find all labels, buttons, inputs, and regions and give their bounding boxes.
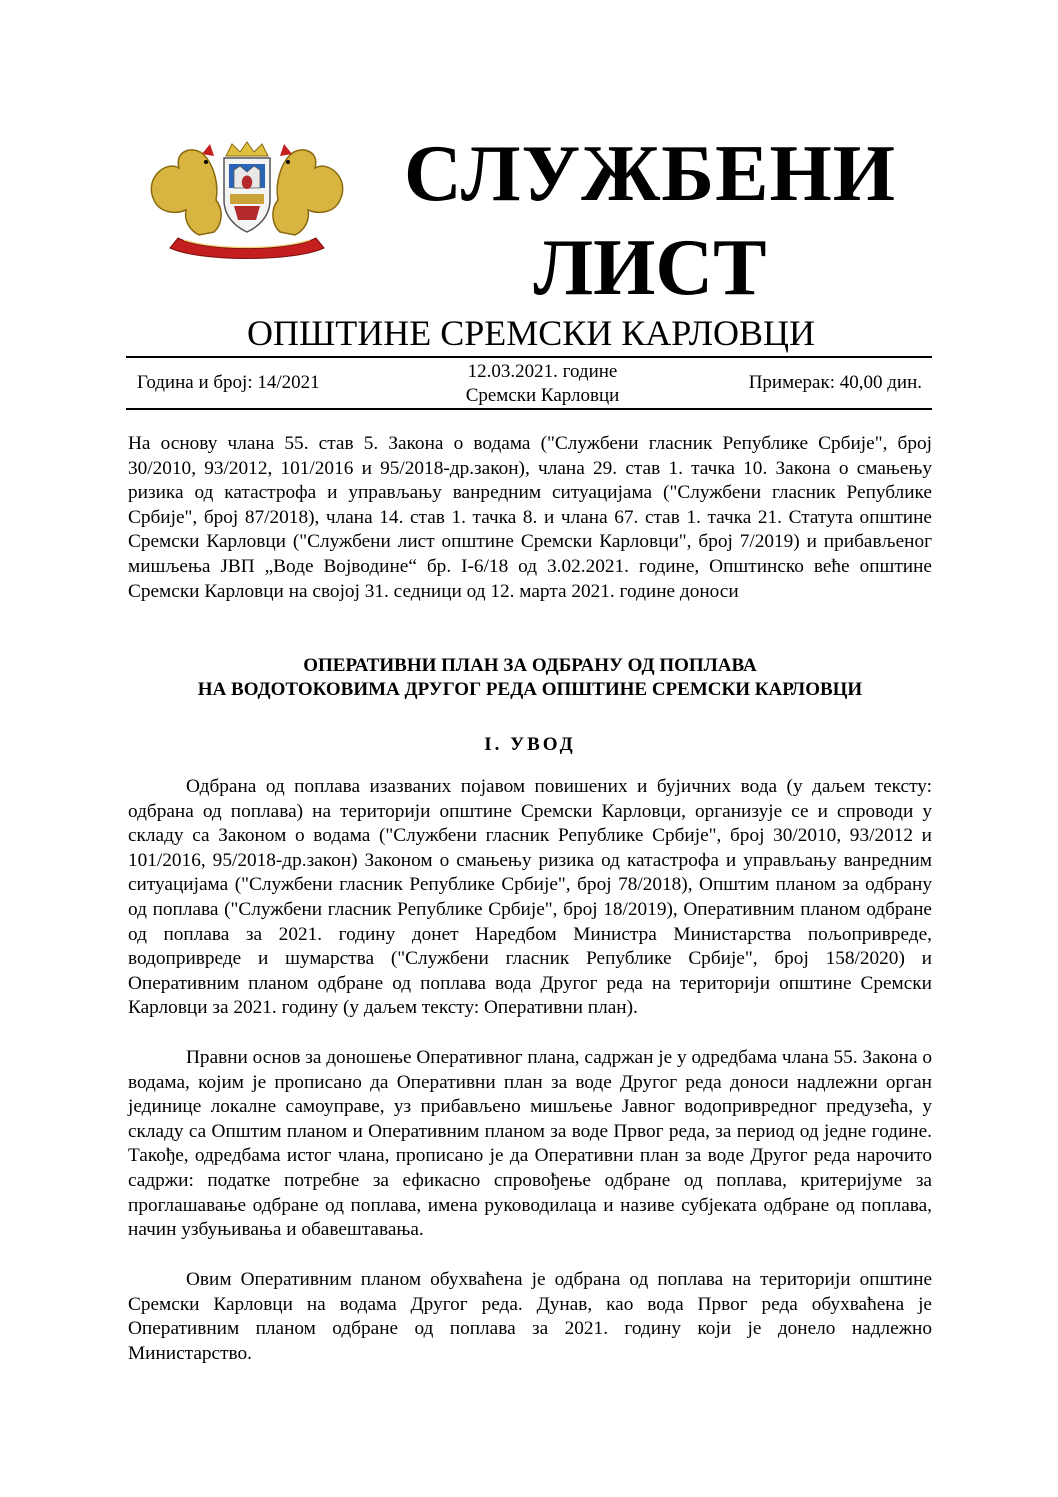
gazette-title-line1: СЛУЖБЕНИ <box>404 130 896 218</box>
header-bottom-divider <box>126 408 932 410</box>
document-heading-line2: НА ВОДОТОКОВИМА ДРУГОГ РЕДА ОПШТИНЕ СРЕМСКИ КАРЛОВЦИ <box>197 679 863 700</box>
section-title: I. УВОД <box>484 734 576 755</box>
preamble-paragraph: На основу члана 55. став 5. Закона о водама ("Службени гласник Републике Србије", број 30/2010, 93/2012, 101/2016 и 95/2018-др.закон), члана 29. став 1. тачка 10. Закона о смањењу ризика од катастрофа и управљању ванредним ситуацијама ("Службени гласник Републике Србије", број 87/2018), члана 14. став 1. тачка 8. и члана 67. став 1. тачка 21. Статута општине Сремски Карловци ("Службени лист општине Сремски Карловци", број 7/2019) и прибављеног мишљења ЈВП „Воде Војводине“ бр. I-6/18 од 3.02.2021. године, Општинско веће општине Сремски Карловци на својој 31. седници од 12. марта 2021. године доноси <box>128 433 932 602</box>
body-paragraph-3: Овим Оперативним планом обухваћена је одбрана од поплава на територији општине Сремски Карловци на водама Другог реда. Дунав, као вода Првог реда обухваћена је Оперативним планом одбране од поплава за 2021. годину који је донело надлежно Министарство. <box>128 1269 932 1364</box>
body-paragraph-2: Правни основ за доношење Оперативног плана, садржан је у одредбама члана 55. Закона о водама, којим је прописано да Оперативни план за воде Другог реда доноси надлежни орган јединице локалне самоуправе, уз прибављено мишљење Јавног водопривредног предузећа, у складу са Општим планом и Оперативним планом за воде Првог реда, за период од једне године. Такође, одредбама истог члана, прописано је да Оперативни план за воде Другог реда нарочито садржи: податке потребне за ефикасно спровођење одбране од поплава, критеријуме за проглашавање одбране од поплава, имена руководилаца и називе субјеката одбране од поплава, начин узбуњивања и обавештавања. <box>128 1047 932 1241</box>
document-heading-line1: ОПЕРАТИВНИ ПЛАН ЗА ОДБРАНУ ОД ПОПЛАВА <box>303 655 757 676</box>
issue-date-place <box>440 360 645 408</box>
issue-price: Примерак: 40,00 дин. <box>748 372 922 393</box>
coat-of-arms-emblem <box>144 140 350 260</box>
gazette-title-line2: ЛИСТ <box>533 224 767 312</box>
body-paragraph-1: Одбрана од поплава изазваних појавом повишених и бујичних вода (у даљем тексту: одбрана од поплава) на територији општине Сремски Карловци, организује се и спроводи у складу са Законом о водама ("Службени гласник Републике Србије", број 30/2010, 93/2012 и 101/2016, 95/2018-др.закон) Законом о смањењу ризика од катастрофа и управљању ванредним ситуацијама ("Службени гласник Републике Србије", број 78/2018), Општим планом за одбрану од поплава ("Службени гласник Републике Србије", број 18/2019), Оперативним планом одбране од поплава за 2021. годину донет Наредбом Министра Министарства пољопривреде, водопривреде и шумарства ("Службени гласник Републике Србије", број 158/2020) и Оперативним планом одбране од поплава вода Другог реда на територији општине Сремски Карловци за 2021. годину (у даљем тексту: Оперативни план). <box>128 776 932 1019</box>
issue-place: Сремски Карловци <box>465 385 620 406</box>
issue-date: 12.03.2021. године <box>467 361 618 382</box>
year-issue-number: Година и број: 14/2021 <box>137 372 320 393</box>
municipality-subtitle: ОПШТИНЕ СРЕМСКИ КАРЛОВЦИ <box>246 313 816 353</box>
header-top-divider <box>126 356 932 358</box>
